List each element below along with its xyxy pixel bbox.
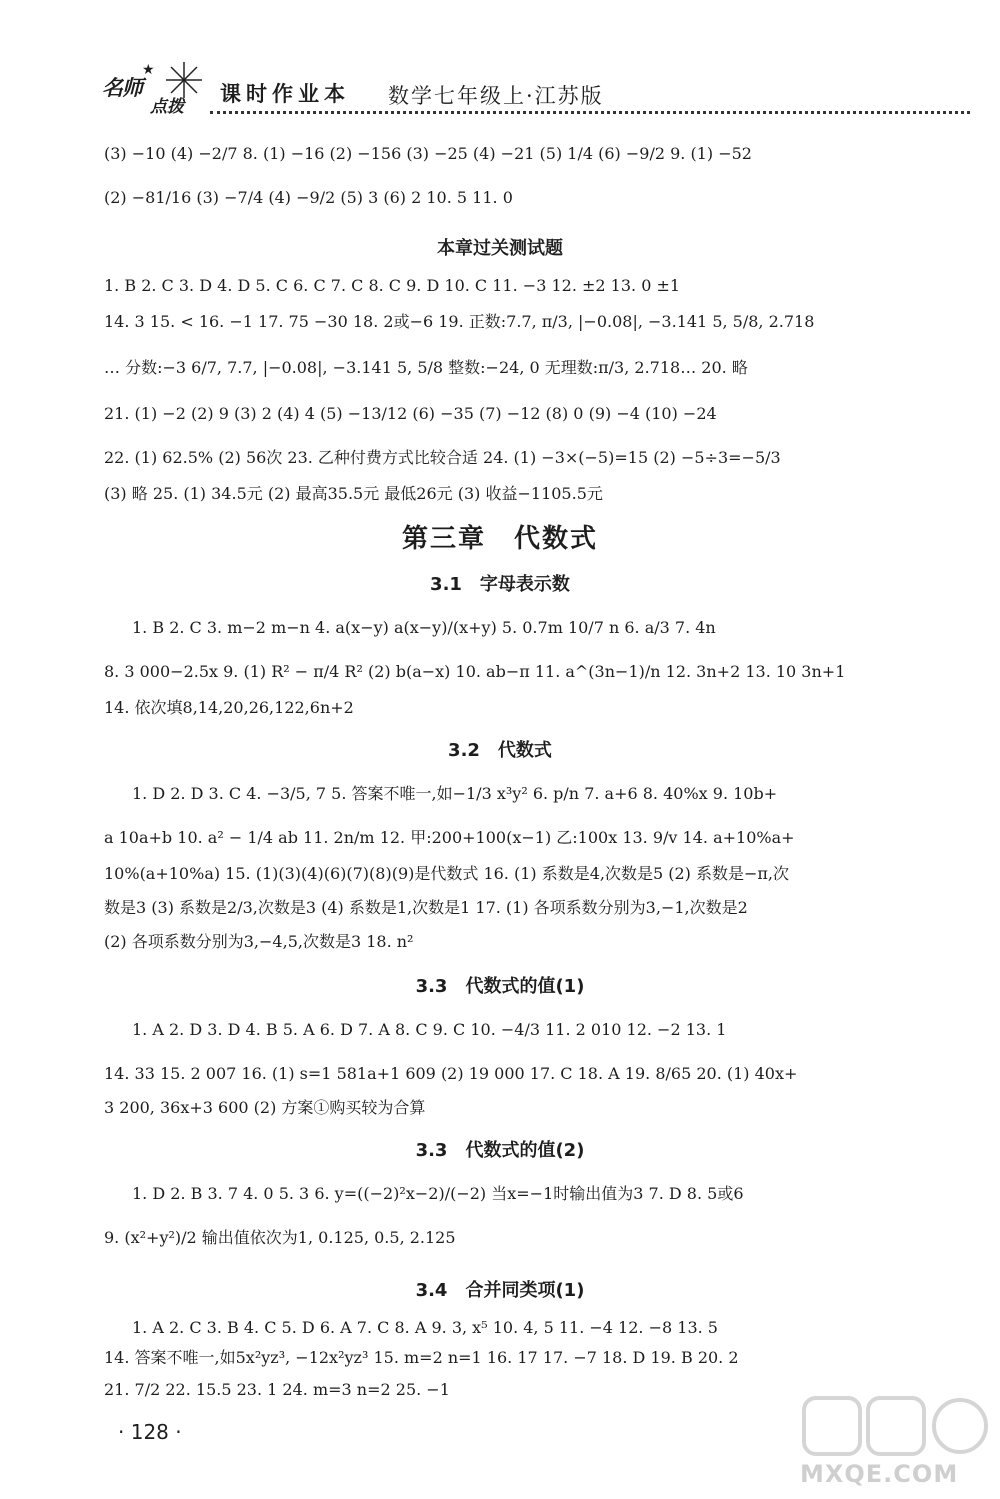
- answer-line: 1. A 2. C 3. B 4. C 5. D 6. A 7. C 8. A 9. 3, x⁵ 10. 4, 5 11. −4 12. −8 13. 5: [132, 1318, 718, 1337]
- page-header: [90, 52, 970, 117]
- answer-line: … 分数:−3 6/7, 7.7, |−0.08|, −3.141 5, 5/8 整数:−24, 0 无理数:π/3, 2.718… 20. 略: [104, 358, 748, 377]
- logo-top-text: 名师: [102, 75, 142, 100]
- section-title: 3.3 代数式的值(2): [415, 1140, 585, 1161]
- header-divider: [210, 111, 970, 114]
- answer-line: 1. A 2. D 3. D 4. B 5. A 6. D 7. A 8. C 9. C 10. −4/3 11. 2 010 12. −2 13. 1: [132, 1020, 727, 1039]
- answer-line: (2) −81/16 (3) −7/4 (4) −9/2 (5) 3 (6) 2 10. 5 11. 0: [104, 188, 513, 207]
- answer-line: 21. (1) −2 (2) 9 (3) 2 (4) 4 (5) −13/12 (6) −35 (7) −12 (8) 0 (9) −4 (10) −24: [104, 404, 717, 423]
- section-title: 3.4 合并同类项(1): [415, 1280, 585, 1301]
- star-icon: ★: [142, 62, 155, 78]
- answer-line: 14. 答案不唯一,如5x²yz³, −12x²yz³ 15. m=2 n=1 16. 17 17. −7 18. D 19. B 20. 2: [104, 1348, 739, 1367]
- book-subject: 数学七年级上·江苏版: [388, 84, 604, 108]
- publisher-logo: [94, 58, 204, 117]
- answer-line: 21. 7/2 22. 15.5 23. 1 24. m=3 n=2 25. −1: [104, 1380, 450, 1399]
- section-title: 3.3 代数式的值(1): [415, 976, 585, 997]
- answer-line: 3 200, 36x+3 600 (2) 方案①购买较为合算: [104, 1098, 426, 1117]
- answer-line: 1. B 2. C 3. m−2 m−n 4. a(x−y) a(x−y)/(x+y) 5. 0.7m 10/7 n 6. a/3 7. 4n: [132, 618, 716, 637]
- section-title: 3.2 代数式: [448, 740, 552, 761]
- section-title: 本章过关测试题: [437, 238, 563, 259]
- answer-line: (3) 略 25. (1) 34.5元 (2) 最高35.5元 最低26元 (3) 收益−1105.5元: [104, 484, 603, 503]
- watermark-logo-icon: [800, 1390, 990, 1460]
- site-watermark: [800, 1390, 990, 1490]
- page-number: · 128 ·: [118, 1420, 182, 1444]
- answer-line: 1. B 2. C 3. D 4. D 5. C 6. C 7. C 8. C 9. D 10. C 11. −3 12. ±2 13. 0 ±1: [104, 276, 681, 295]
- answer-line: a 10a+b 10. a² − 1/4 ab 11. 2n/m 12. 甲:200+100(x−1) 乙:100x 13. 9/v 14. a+10%a+: [104, 828, 795, 847]
- answer-line: 1. D 2. D 3. C 4. −3/5, 7 5. 答案不唯一,如−1/3 x³y² 6. p/n 7. a+6 8. 40%x 9. 10b+: [132, 784, 778, 803]
- sparkle-icon: [164, 60, 204, 100]
- answer-line: 数是3 (3) 系数是2/3,次数是3 (4) 系数是1,次数是1 17. (1) 各项系数分别为3,−1,次数是2: [104, 898, 748, 917]
- section-title: 3.1 字母表示数: [430, 574, 570, 595]
- chapter-title: 第三章 代数式: [401, 524, 598, 554]
- answer-line: (2) 各项系数分别为3,−4,5,次数是3 18. n²: [104, 932, 414, 951]
- answer-line: 14. 3 15. < 16. −1 17. 75 −30 18. 2或−6 19. 正数:7.7, π/3, |−0.08|, −3.141 5, 5/8, 2.718: [104, 312, 815, 331]
- answer-line: (3) −10 (4) −2/7 8. (1) −16 (2) −156 (3) −25 (4) −21 (5) 1/4 (6) −9/2 9. (1) −52: [104, 144, 752, 163]
- answer-line: 1. D 2. B 3. 7 4. 0 5. 3 6. y=((−2)²x−2)/(−2) 当x=−1时输出值为3 7. D 8. 5或6: [132, 1184, 744, 1203]
- answer-line: 9. (x²+y²)/2 输出值依次为1, 0.125, 0.5, 2.125: [104, 1228, 456, 1247]
- watermark-text: MXQE.COM: [800, 1460, 959, 1488]
- logo-bottom-text: 点拨: [150, 97, 184, 117]
- answer-line: 10%(a+10%a) 15. (1)(3)(4)(6)(7)(8)(9)是代数式 16. (1) 系数是4,次数是5 (2) 系数是−π,次: [104, 864, 790, 883]
- answer-line: 14. 33 15. 2 007 16. (1) s=1 581a+1 609 (2) 19 000 17. C 18. A 19. 8/65 20. (1) 40x+: [104, 1064, 798, 1083]
- answer-line: 22. (1) 62.5% (2) 56次 23. 乙种付费方式比较合适 24. (1) −3×(−5)=15 (2) −5÷3=−5/3: [104, 448, 781, 467]
- book-series-title: 课时作业本: [220, 81, 350, 106]
- answer-line: 8. 3 000−2.5x 9. (1) R² − π/4 R² (2) b(a−x) 10. ab−π 11. a^(3n−1)/n 12. 3n+2 13. 10 3n+1: [104, 662, 846, 681]
- answer-line: 14. 依次填8,14,20,26,122,6n+2: [104, 698, 354, 717]
